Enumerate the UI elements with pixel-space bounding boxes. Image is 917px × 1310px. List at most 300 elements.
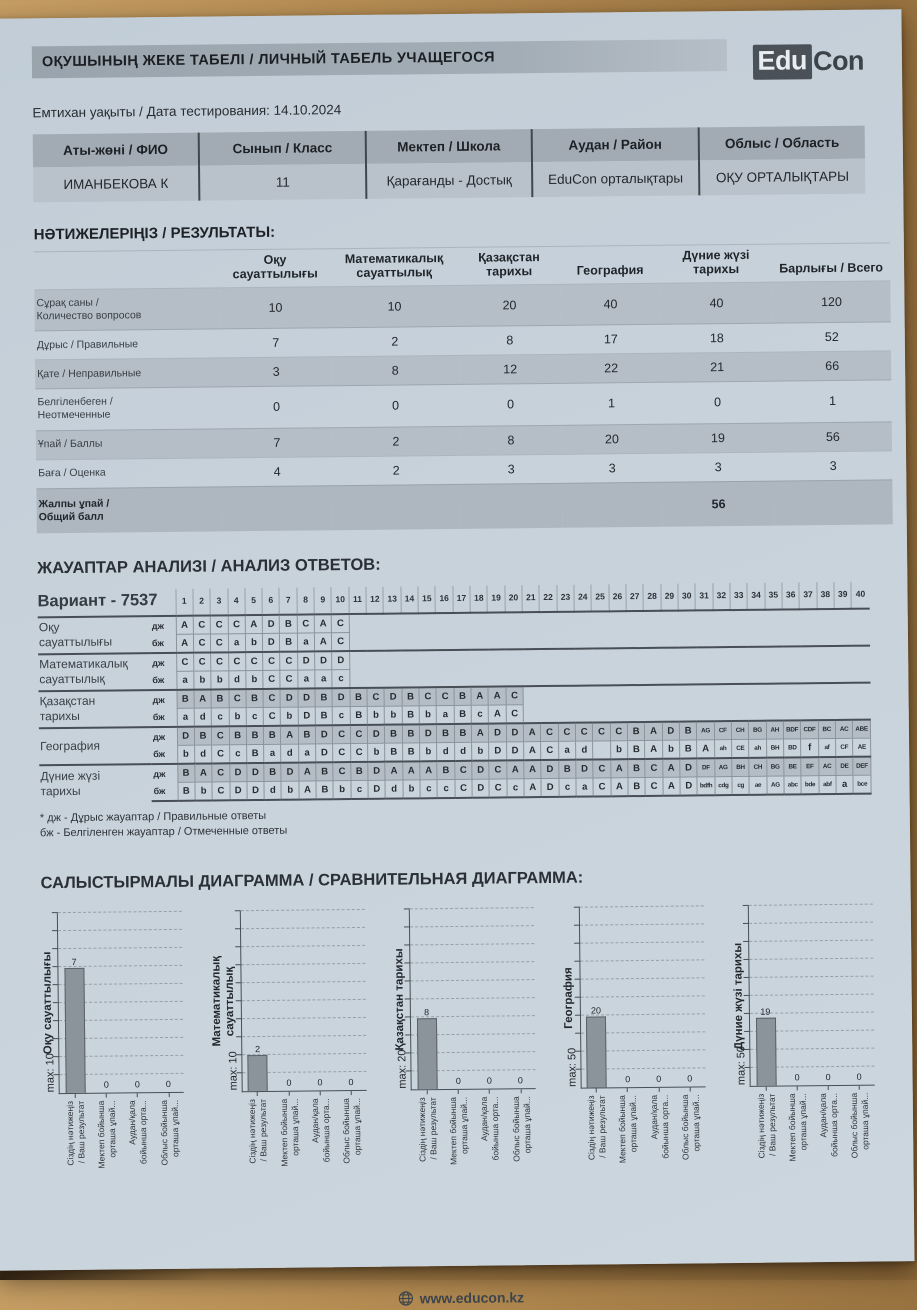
info-header-cell: Облыс / Область	[698, 126, 865, 161]
answer-cell: C	[263, 670, 281, 689]
answers-column-number: 17	[453, 586, 471, 613]
answer-cell: c	[437, 779, 455, 798]
answer-cell: A	[420, 761, 438, 780]
answer-cell: B	[402, 687, 420, 706]
x-label-column	[442, 1089, 475, 1231]
results-value-cell: 0	[221, 386, 331, 428]
answer-cell: C	[228, 615, 246, 634]
results-table	[34, 242, 893, 533]
answer-cell: BC	[818, 720, 836, 739]
answers-column-number: 2	[193, 588, 211, 615]
answer-cell: A	[245, 615, 263, 634]
answer-cell: b	[229, 707, 247, 726]
answer-cell: ah	[749, 739, 767, 758]
chart-main	[745, 904, 876, 1228]
answers-column-number: 35	[765, 582, 783, 609]
document-header	[32, 38, 864, 88]
answer-cell: cdg	[715, 776, 733, 795]
answer-cell: D	[368, 724, 386, 743]
x-labels-row	[580, 1087, 706, 1230]
answer-cell: B	[177, 782, 195, 801]
answer-cell: b	[194, 671, 212, 690]
answers-column-number: 12	[366, 586, 384, 613]
answer-cell: a	[177, 708, 195, 727]
row-key-marked: бж	[150, 671, 176, 690]
results-column-header: Дүние жүзі тарихы	[660, 244, 772, 283]
answer-cell: b	[245, 633, 263, 652]
answer-cell: B	[402, 706, 420, 725]
title-band	[32, 39, 727, 78]
row-key-marked: бж	[150, 634, 176, 653]
results-row-label: Сұрақ саны / Количество вопросов	[34, 288, 220, 331]
results-value-cell: 20	[562, 424, 662, 454]
answer-cell: B	[454, 687, 472, 706]
answer-cell	[593, 741, 611, 760]
answers-column-number: 40	[851, 581, 869, 608]
answer-cell: C	[506, 686, 524, 705]
answer-cell: D	[472, 760, 490, 779]
answer-cell: ae	[749, 776, 767, 795]
answer-cell: C	[489, 779, 507, 798]
x-tick-label: Мектеп бойынша орташа ұпай...	[787, 1093, 810, 1223]
answer-cell: CH	[749, 757, 767, 776]
x-tick-label: Сіздің нәтижеңіз / Ваш результат	[65, 1100, 88, 1230]
answer-cell: B	[558, 759, 576, 778]
answer-cell: b	[403, 780, 421, 799]
footer-url: www.educon.kz	[420, 1289, 525, 1306]
results-value-cell: 1	[773, 380, 891, 422]
info-header-cell: Аудан / Район	[532, 127, 699, 162]
bar-column	[842, 904, 875, 1084]
answers-column-number: 9	[314, 587, 332, 614]
answer-cell: C	[645, 777, 663, 796]
answer-cell: C	[593, 778, 611, 797]
answer-cell: D	[280, 688, 298, 707]
answer-cell: B	[454, 705, 472, 724]
row-key-correct: дж	[151, 727, 177, 746]
answer-cell: D	[281, 762, 299, 781]
answer-cell: C	[419, 687, 437, 706]
answers-column-number: 36	[782, 582, 800, 609]
answer-cell: C	[506, 704, 524, 723]
bar-value-label: 0	[286, 1077, 291, 1087]
chart-plot-area	[578, 906, 705, 1088]
x-label-column	[812, 1085, 845, 1227]
answers-column-number: 5	[245, 588, 263, 615]
answers-column-number: 23	[557, 584, 575, 611]
answers-subject-label: Дүние жүзі тарихы	[39, 764, 151, 802]
results-value-cell: 2	[332, 455, 460, 485]
answer-cell: d	[385, 780, 403, 799]
answer-cell: a	[558, 741, 576, 760]
x-label-column	[612, 1088, 645, 1230]
answer-cell: b	[333, 780, 351, 799]
answer-cell: D	[541, 760, 559, 779]
answer-cell: D	[506, 723, 524, 742]
answer-cell: AC	[818, 757, 836, 776]
results-value-cell: 8	[459, 326, 561, 356]
answer-cell: C	[455, 761, 473, 780]
answer-cell: c	[229, 744, 247, 763]
answer-cell: A	[488, 686, 506, 705]
bar-value-label: 0	[487, 1075, 492, 1085]
chart-main	[237, 909, 368, 1233]
bar-column	[472, 908, 505, 1088]
bars-row	[58, 911, 184, 1092]
x-label-column	[750, 1086, 783, 1228]
answer-cell: BG	[749, 720, 767, 739]
answer-cell: C	[280, 651, 298, 670]
answer-cell: A	[524, 741, 542, 760]
chart-y-column	[210, 911, 238, 1091]
x-tick-label: Аудан/қала бойынша орта...	[479, 1096, 502, 1226]
answer-cell: A	[471, 686, 489, 705]
row-key-marked: бж	[151, 782, 177, 801]
answer-cell: DEF	[853, 756, 871, 775]
x-label-column	[674, 1087, 707, 1229]
answer-cell: bdfh	[697, 776, 715, 795]
results-column-header: Барлығы / Всего	[772, 243, 890, 282]
results-value-cell: 3	[221, 357, 331, 387]
answer-cell: B	[679, 721, 697, 740]
answers-column-number: 11	[349, 587, 367, 614]
answer-cell: D	[680, 777, 698, 796]
bar	[248, 1054, 268, 1090]
answer-cell: A	[645, 740, 663, 759]
answer-cell: b	[195, 782, 213, 801]
chart-max-label: max: 10	[227, 1052, 239, 1091]
answers-column-number: 33	[730, 583, 748, 610]
answers-column-number: 3	[210, 588, 228, 615]
answer-cell: D	[316, 743, 334, 762]
answer-cell: C	[212, 726, 230, 745]
answer-cell: A	[315, 632, 333, 651]
answers-column-number: 8	[297, 587, 315, 614]
student-info-table	[33, 126, 866, 203]
row-key-marked: бж	[151, 745, 177, 764]
bar-column	[151, 911, 184, 1091]
answer-cell: b	[472, 742, 490, 761]
bar	[64, 967, 85, 1092]
row-key-correct: дж	[150, 653, 176, 672]
x-tick-label: Аудан/қала бойынша орта...	[127, 1100, 150, 1230]
chart-main	[406, 908, 537, 1232]
x-tick-label: Облыс бойынша орташа ұпай...	[849, 1092, 872, 1222]
answers-column-number: 26	[609, 584, 627, 611]
answers-column-number: 28	[643, 584, 661, 611]
answer-cell: c	[471, 705, 489, 724]
answer-cell: C	[228, 652, 246, 671]
answer-cell: C	[541, 723, 559, 742]
bar-column	[241, 910, 274, 1090]
bar-column	[672, 906, 705, 1086]
answer-cell: A	[524, 778, 542, 797]
answer-cell: B	[628, 740, 646, 759]
x-label-column	[335, 1090, 368, 1232]
answers-column-number: 31	[695, 583, 713, 610]
answers-subject-label: География	[39, 727, 151, 765]
results-value-cell: 21	[661, 352, 773, 382]
exam-date: Емтихан уақыты / Дата тестирования: 14.10.2024	[32, 97, 864, 121]
answer-cell: D	[472, 779, 490, 798]
results-value-cell: 12	[459, 355, 561, 385]
answer-cell: a	[576, 778, 594, 797]
chart-y-axis-title: Оқу сауаттылығы	[41, 913, 56, 1093]
info-header-cell: Аты-жөні / ФИО	[33, 133, 200, 168]
answer-cell: B	[316, 762, 334, 781]
answer-cell: A	[489, 705, 507, 724]
answers-column-number: 4	[227, 588, 245, 615]
x-label-column	[153, 1092, 186, 1234]
comparison-charts	[41, 904, 876, 1236]
results-value-cell: 40	[560, 283, 660, 325]
answer-cell: C	[541, 741, 559, 760]
chart-y-axis-title: Қазақстан тарихы	[393, 909, 408, 1089]
answer-cell: A	[299, 781, 317, 800]
results-value-cell: 1	[561, 383, 661, 425]
results-value-cell: 7	[221, 328, 331, 358]
x-label-column	[781, 1086, 814, 1228]
x-label-column	[242, 1091, 275, 1233]
answer-cell: d	[576, 741, 594, 760]
results-value-cell: 19	[662, 423, 774, 453]
answers-column-number: 10	[331, 587, 349, 614]
answer-cell: b	[368, 743, 386, 762]
document-footer	[45, 1285, 877, 1310]
results-value-cell: 20	[458, 284, 560, 326]
answer-cell: D	[247, 781, 265, 800]
chart-plot-area	[409, 908, 536, 1090]
logo-con-part: Con	[813, 46, 864, 78]
bars-row	[579, 906, 705, 1087]
results-value-cell: 0	[331, 385, 459, 428]
answer-cell: A	[314, 614, 332, 633]
x-label-column	[843, 1085, 876, 1227]
bar	[586, 1016, 607, 1087]
answer-cell: D	[680, 758, 698, 777]
answer-cell: B	[315, 688, 333, 707]
results-value-cell: 8	[331, 356, 459, 386]
answer-cell: BD	[784, 739, 802, 758]
answers-footnote: * дж - Дұрыс жауаптар / Правильные ответы бж - Белгіленген жауаптар / Отмеченные ответы	[40, 802, 872, 841]
answer-cell: B	[402, 724, 420, 743]
bar	[755, 1017, 776, 1085]
answer-cell: A	[610, 759, 628, 778]
answer-cell: AG	[767, 776, 785, 795]
answer-cell: B	[315, 706, 333, 725]
answer-cell: B	[177, 689, 195, 708]
answer-cell: b	[211, 671, 229, 690]
answer-cell: ABE	[853, 719, 871, 738]
answer-cell: A	[176, 634, 194, 653]
answer-cell: d	[437, 742, 455, 761]
answer-cell: C	[436, 687, 454, 706]
answer-cell: c	[332, 669, 350, 688]
bar-column	[410, 909, 443, 1089]
x-tick-label: Сіздің нәтижеңіз / Ваш результат	[417, 1097, 440, 1227]
answer-cell: D	[576, 759, 594, 778]
answers-section-title: ЖАУАПТАР АНАЛИЗІ / АНАЛИЗ ОТВЕТОВ:	[37, 550, 869, 578]
results-column-header: География	[560, 245, 660, 284]
answer-cell: C	[350, 725, 368, 744]
results-value-cell: 8	[460, 425, 562, 455]
answer-cell: B	[246, 744, 264, 763]
bar-column	[610, 907, 643, 1087]
answer-cell: C	[176, 652, 194, 671]
comparison-chart	[562, 906, 707, 1230]
answer-cell: C	[333, 743, 351, 762]
results-column-header: Математикалық сауаттылық	[330, 247, 458, 286]
x-tick-label: Аудан/қала бойынша орта...	[310, 1098, 333, 1228]
answer-cell: D	[489, 742, 507, 761]
x-tick-label: Облыс бойынша орташа ұпай...	[680, 1094, 703, 1224]
chart-main	[54, 911, 185, 1235]
answer-cell: C	[367, 687, 385, 706]
answers-column-number: 38	[817, 582, 835, 609]
bar-column	[811, 904, 844, 1084]
answer-cell: D	[368, 761, 386, 780]
answer-cell: A	[663, 777, 681, 796]
answer-cell: EF	[801, 757, 819, 776]
answer-cell: D	[316, 725, 334, 744]
answer-cell: abc	[784, 776, 802, 795]
answers-column-number: 32	[713, 583, 731, 610]
answer-cell: b	[367, 706, 385, 725]
answer-cell: A	[471, 723, 489, 742]
bar-value-label: 20	[591, 1005, 601, 1015]
answers-column-number: 16	[435, 586, 453, 613]
answer-cell: b	[246, 670, 264, 689]
x-tick-label: Аудан/қала бойынша орта...	[649, 1094, 672, 1224]
answer-cell: B	[177, 763, 195, 782]
answers-column-number: 30	[678, 583, 696, 610]
x-label-column	[273, 1091, 306, 1233]
results-value-cell: 2	[332, 426, 460, 456]
answer-cell: d	[454, 742, 472, 761]
answer-cell: C	[263, 652, 281, 671]
row-key-marked: бж	[151, 708, 177, 727]
comparison-chart	[732, 904, 877, 1228]
answer-cell: DE	[836, 757, 854, 776]
answer-cell: b	[662, 740, 680, 759]
answers-table	[37, 581, 871, 803]
comparison-chart	[41, 911, 186, 1235]
chart-max-label: max: 50	[566, 1048, 578, 1087]
answer-cell: a	[836, 775, 854, 794]
answer-cell: D	[384, 687, 402, 706]
x-labels-row	[242, 1090, 368, 1233]
answer-cell: B	[402, 743, 420, 762]
answer-cell: d	[281, 744, 299, 763]
answer-cell: af	[818, 738, 836, 757]
bar-column	[780, 905, 813, 1085]
answer-cell: C	[193, 634, 211, 653]
student-info-value-row	[33, 159, 865, 203]
charts-section-title: САЛЫСТЫРМАЛЫ ДИАГРАММА / СРАВНИТЕЛЬНАЯ ДИАГРАММА:	[40, 865, 872, 893]
answer-cell: A	[697, 739, 715, 758]
answer-cell: d	[194, 745, 212, 764]
answers-column-number: 15	[418, 586, 436, 613]
answer-cell: D	[332, 651, 350, 670]
answer-cell: cg	[732, 776, 750, 795]
answer-cell: C	[229, 689, 247, 708]
x-label-column	[505, 1089, 538, 1231]
results-value-cell: 120	[772, 281, 890, 323]
answer-cell: D	[177, 726, 195, 745]
chart-plot-area	[748, 904, 875, 1086]
info-value-cell: Қарағанды - Достық	[366, 162, 533, 199]
results-value-cell: 3	[562, 453, 662, 483]
results-empty-cell	[562, 482, 662, 528]
answer-cell: A	[299, 762, 317, 781]
x-label-column	[580, 1088, 613, 1230]
answer-cell: D	[297, 651, 315, 670]
answer-cell: A	[194, 689, 212, 708]
answers-subject-label: Қазақстан тарихы	[39, 690, 151, 728]
answer-cell: a	[437, 705, 455, 724]
bar-column	[303, 910, 336, 1090]
answer-cell: C	[193, 652, 211, 671]
answer-cell: B	[350, 706, 368, 725]
answer-cell: D	[262, 615, 280, 634]
answer-cell: BE	[784, 757, 802, 776]
answer-cell: C	[211, 634, 229, 653]
answer-cell: c	[507, 778, 525, 797]
results-value-cell: 7	[222, 427, 332, 457]
bar-column	[579, 907, 612, 1087]
chart-plot-area	[57, 911, 184, 1093]
answer-cell: c	[559, 778, 577, 797]
x-labels-row	[750, 1085, 876, 1228]
bar-value-label: 2	[255, 1044, 260, 1054]
x-label-column	[304, 1091, 337, 1233]
answer-cell: A	[611, 777, 629, 796]
x-tick-label: Облыс бойынша орташа ұпай...	[341, 1097, 364, 1227]
answer-cell: D	[419, 724, 437, 743]
document-page	[0, 9, 915, 1271]
answer-cell: B	[385, 743, 403, 762]
results-column-header: Оқу сауаттылығы	[220, 249, 330, 288]
results-value-cell: 2	[331, 327, 459, 357]
bar-value-label: 0	[456, 1075, 461, 1085]
results-row-label: Дұрыс / Правильные	[35, 329, 221, 360]
educon-logo	[752, 44, 864, 80]
answer-cell: D	[662, 721, 680, 740]
answer-cell: C	[211, 652, 229, 671]
answer-cell: BG	[766, 757, 784, 776]
answer-cell: bce	[853, 775, 871, 794]
results-value-cell: 56	[774, 421, 892, 451]
comparison-chart	[210, 909, 368, 1234]
answer-cell: B	[280, 633, 298, 652]
chart-y-axis-title: География	[562, 907, 577, 1087]
chart-max-label: max: 20	[397, 1050, 409, 1089]
answer-cell: d	[264, 781, 282, 800]
results-section-title: НӘТИЖЕЛЕРІҢІЗ / РЕЗУЛЬТАТЫ:	[34, 218, 866, 244]
answer-cell: B	[246, 689, 264, 708]
answer-cell: AG	[697, 721, 715, 740]
answer-cell: A	[195, 763, 213, 782]
bar-value-label: 0	[166, 1078, 171, 1088]
answer-cell: B	[194, 726, 212, 745]
bar-value-label: 0	[625, 1074, 630, 1084]
results-corner-cell	[34, 250, 220, 290]
answers-column-number: 13	[383, 586, 401, 613]
bar-value-label: 8	[424, 1007, 429, 1017]
chart-y-column	[41, 913, 56, 1093]
answers-column-number: 14	[401, 586, 419, 613]
answer-cell: C	[263, 707, 281, 726]
